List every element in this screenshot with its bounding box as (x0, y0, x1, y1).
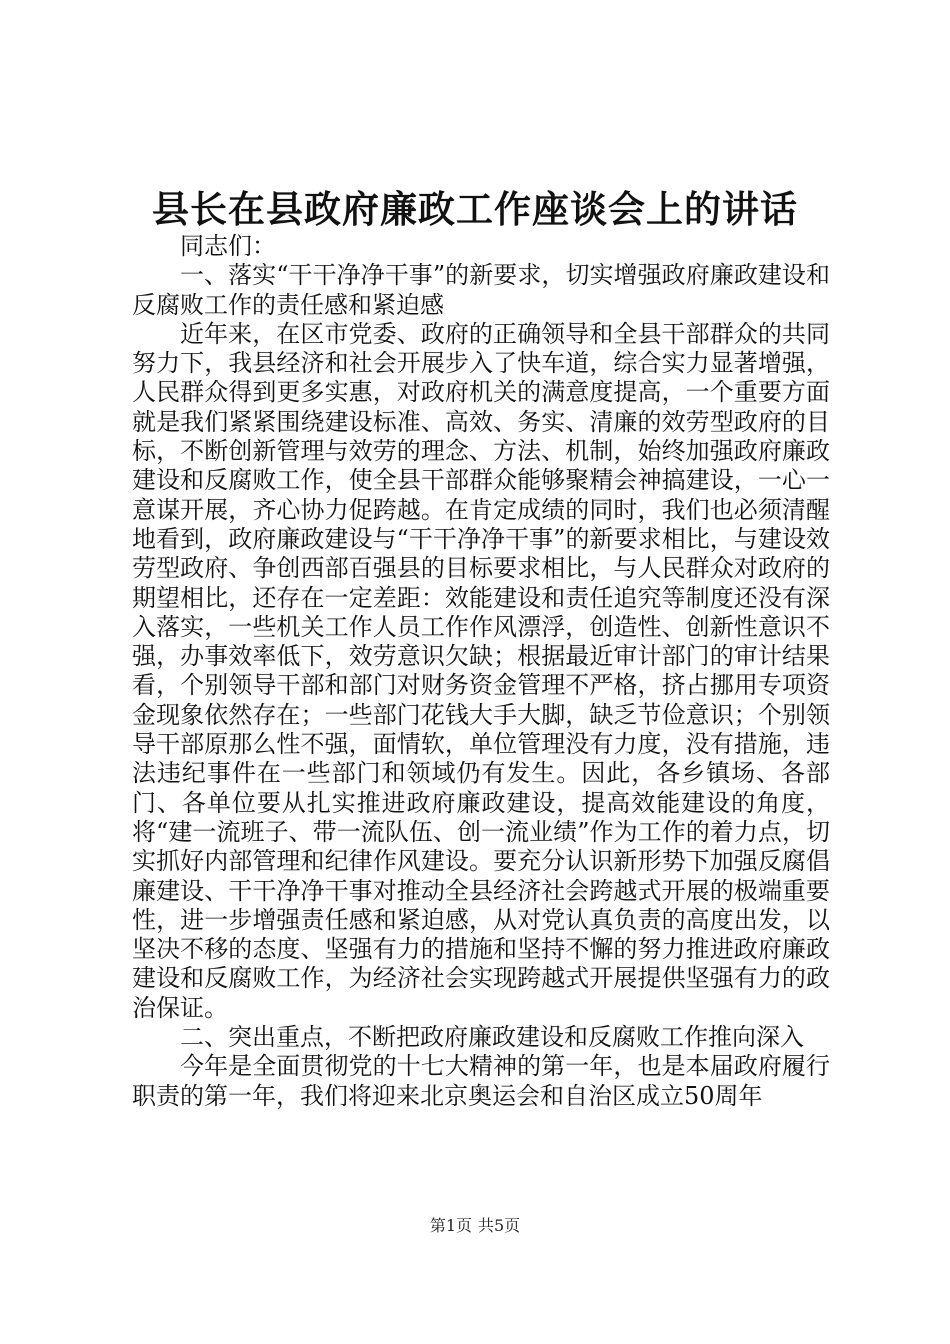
body-paragraph-1: 近年来，在区市党委、政府的正确领导和全县干部群众的共同努力下，我县经济和社会开展步入了快车道，综合实力显著增强，人民群众得到更多实惠，对政府机关的满意度提高，一个重要方面就是我们紧紧围绕建设标准、高效、务实、清廉的效劳型政府的目标，不断创新管理与效劳的理念、方法、机制，始终加强政府廉政建设和反腐败工作，使全县干部群众能够聚精会神搞建设，一心一意谋开展，齐心协力促跨越。在肯定成绩的同时，我们也必须清醒地看到，政府廉政建设与“干干净净干事”的新要求相比，与建设效劳型政府、争创西部百强县的目标要求相比，与人民群众对政府的期望相比，还存在一定差距：效能建设和责任追究等制度还没有深入落实，一些机关工作人员工作作风漂浮，创造性、创新性意识不强，办事效率低下，效劳意识欠缺；根据最近审计部门的审计结果看，个别领导干部和部门对财务资金管理不严格，挤占挪用专项资金现象依然存在；一些部门花钱大手大脚，缺乏节俭意识；个别领导干部原那么性不强，面情软，单位管理没有力度，没有措施，违法违纪事件在一些部门和领域仍有发生。因此，各乡镇场、各部门、各单位要从扎实推进政府廉政建设，提高效能建设的角度，将“建一流班子、带一流队伍、创一流业绩”作为工作的着力点，切实抓好内部管理和纪律作风建设。要充分认识新形势下加强反腐倡廉建设、干干净净干事对推动全县经济社会跨越式开展的极端重要性，进一步增强责任感和紧迫感，从对党认真负责的高度出发，以坚决不移的态度、坚强有力的措施和坚持不懈的努力推进政府廉政建设和反腐败工作，为经济社会实现跨越式开展提供坚强有力的政治保证。 (132, 319, 830, 1022)
body-paragraph-2: 今年是全面贯彻党的十七大精神的第一年，也是本届政府履行职责的第一年，我们将迎来北京奥运会和自治区成立50周年 (132, 1052, 830, 1110)
document-body (132, 232, 830, 1111)
salutation-paragraph: 同志们： (180, 232, 276, 260)
section-heading-2: 二、突出重点，不断把政府廉政建设和反腐败工作推向深入 (180, 1023, 804, 1052)
page-footer (0, 1215, 950, 1237)
page-number: 第1页 (429, 1216, 472, 1235)
section-heading-1: 一、落实“干干净净干事”的新要求，切实增强政府廉政建设和反腐败工作的责任感和紧迫感 (132, 261, 830, 319)
document-title: 县长在县政府廉政工作座谈会上的讲话 (152, 187, 798, 231)
page-total: 共5页 (478, 1216, 521, 1235)
